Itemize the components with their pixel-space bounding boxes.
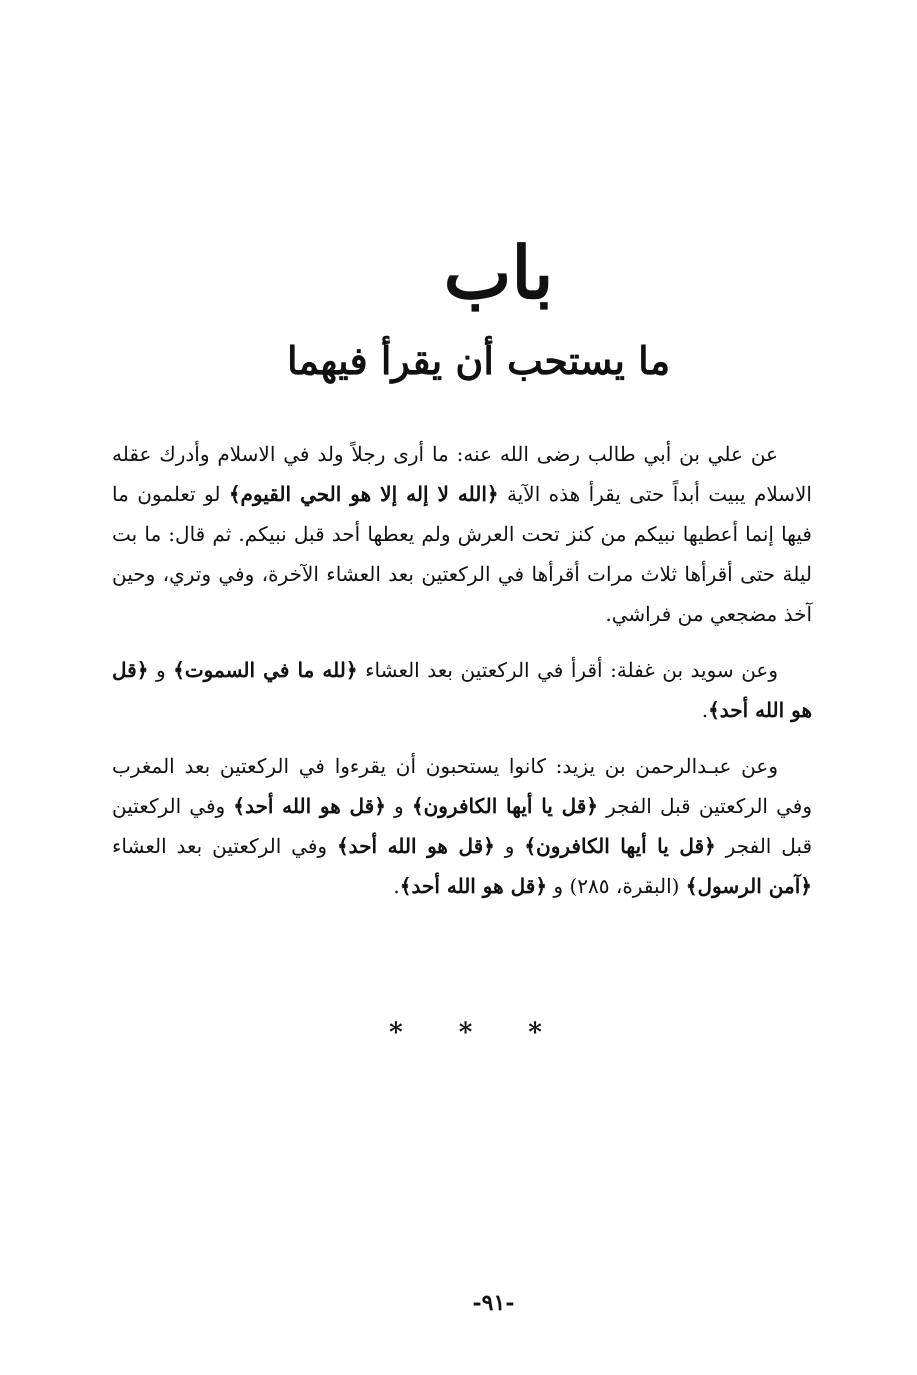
text-segment: و xyxy=(148,658,174,682)
paragraph xyxy=(112,650,812,730)
text-segment: . xyxy=(393,874,400,898)
quran-verse: ﴿قل يا أيها الكافرون﴾ xyxy=(524,834,716,858)
section-separator: *** xyxy=(389,1018,598,1048)
text-segment: عن علي بن أبي طالب رضى الله عنه: ما أرى رجلاً ولد في الاسلام وأدرك عقله الاسلام يبيت أبداً حتى يقرأ هذه الآية xyxy=(112,442,812,506)
text-segment: وفي الركعتين قبل الفجر xyxy=(112,794,812,858)
paragraph xyxy=(112,434,812,634)
paragraph xyxy=(112,746,812,906)
text-segment: (البقرة، ٢٨٥) و xyxy=(547,874,686,898)
chapter-label: باب xyxy=(443,230,554,315)
text-segment: وفي الركعتين بعد العشاء xyxy=(112,834,337,858)
text-segment: . xyxy=(701,698,709,722)
quran-verse: ﴿قل هو الله أحد﴾ xyxy=(233,794,386,818)
quran-verse: ﴿قل هو الله أحد﴾ xyxy=(336,834,495,858)
text-segment: و xyxy=(494,834,525,858)
page-number: -٩١- xyxy=(472,1290,515,1316)
quran-verse: ﴿قل هو الله أحد﴾ xyxy=(399,874,548,898)
text-segment: و xyxy=(385,794,412,818)
quran-verse: ﴿قل هو الله أحد﴾ xyxy=(112,658,812,722)
chapter-title: ما يستحب أن يقرأ فيهما xyxy=(286,338,671,383)
quran-verse: ﴿قل يا أيها الكافرون﴾ xyxy=(411,794,599,818)
text-segment: لو تعلمون ما فيها إنما أعطيها نبيكم من كنز تحت العرش ولم يعطها أحد قبل نبيكم. ثم قال: ما بت ليلة حتى أقرأها ثلاث مرات أقرأها في الركعتين بعد العشاء الآخرة، وفي وتري، وحين آخذ مضجعي من فراشي. xyxy=(112,482,812,626)
text-segment: وعن سويد بن غفلة: أقرأ في الركعتين بعد العشاء xyxy=(357,658,779,682)
body-text xyxy=(112,434,812,922)
quran-verse: ﴿الله لا إله إلا هو الحي القيوم﴾ xyxy=(228,482,499,506)
text-segment: وعن عبـدالرحمن بن يزيد: كانوا يستحبون أن يقرءوا في الركعتين بعد المغرب وفي الركعتين قبل الفجر xyxy=(112,754,813,818)
quran-verse: ﴿لله ما في السموت﴾ xyxy=(173,658,358,682)
quran-verse: ﴿آمن الرسول﴾ xyxy=(685,874,812,898)
